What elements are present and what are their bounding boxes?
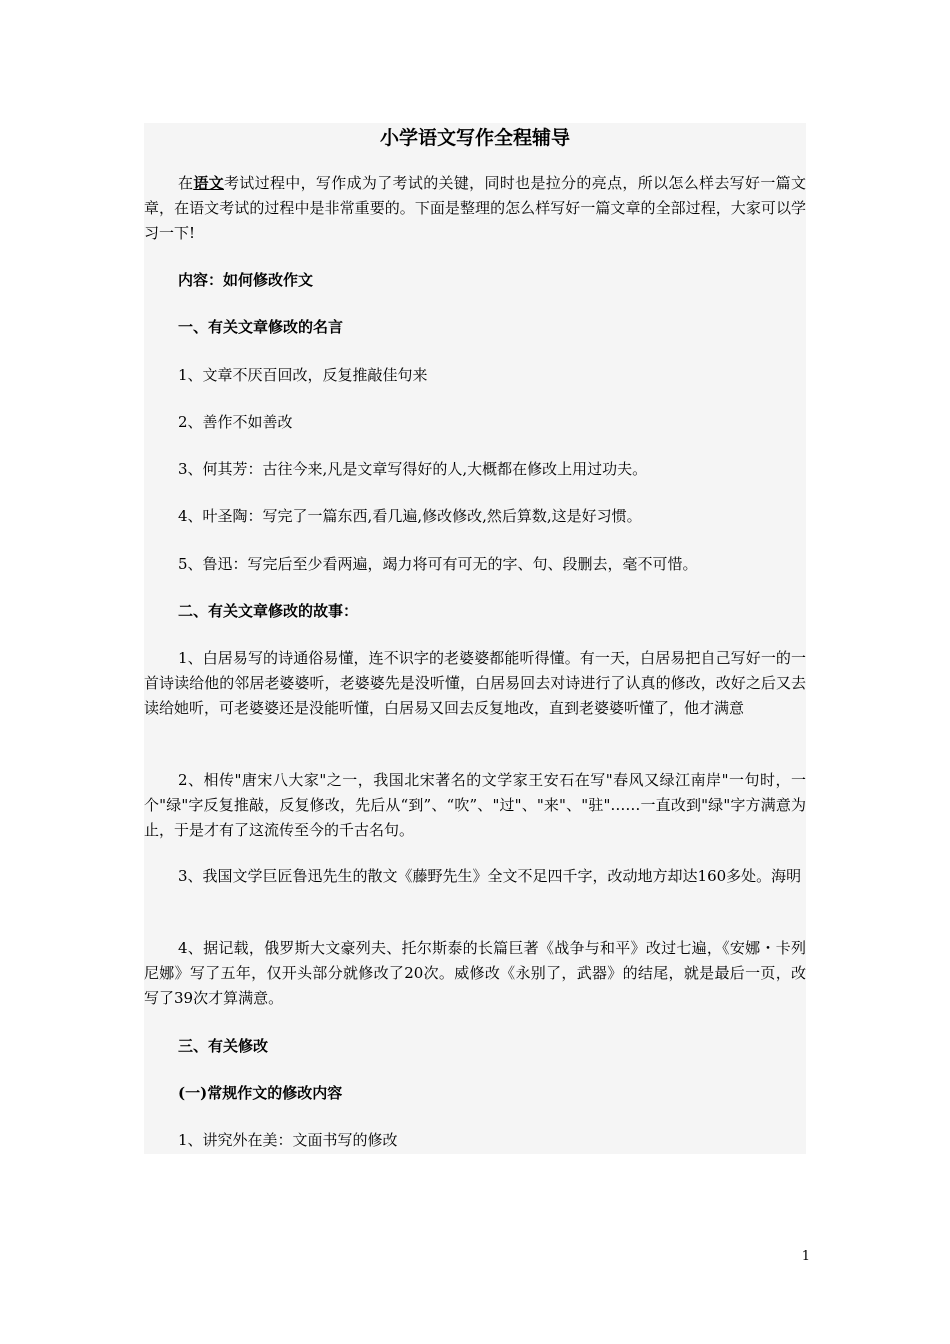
section2-heading: 二、有关文章修改的故事： xyxy=(178,602,359,620)
quote-item: 1、文章不厌百回改，反复推敲佳句来 xyxy=(178,366,428,384)
intro-paragraph xyxy=(144,171,806,246)
quote-item: 4、叶圣陶：写完了一篇东西,看几遍,修改修改,然后算数,这是好习惯。 xyxy=(178,507,642,525)
intro-prefix: 在 xyxy=(178,174,194,192)
story-paragraph: 2、相传"唐宋八大家"之一，我国北宋著名的文学家王安石在写"春风又绿江南岸"一句时，一个"绿"字反复推敲，反复修改，先后从“到”、“吹”、"过"、"来"、"驻"……一直改到"绿"字方满意为止，于是才有了这流传至今的千古名句。 xyxy=(144,771,806,839)
content-label: 内容：如何修改作文 xyxy=(178,271,314,289)
story-paragraph: 3、我国文学巨匠鲁迅先生的散文《藤野先生》全文不足四千字，改动地方却达160多处。海明 xyxy=(178,867,802,885)
section3-subheading: (一)常规作文的修改内容 xyxy=(178,1084,343,1102)
quote-item: 2、善作不如善改 xyxy=(178,413,293,431)
page-number: 1 xyxy=(801,1249,810,1264)
quote-item: 5、鲁迅：写完后至少看两遍，竭力将可有可无的字、句、段删去，毫不可惜。 xyxy=(178,555,698,573)
intro-text: 考试过程中，写作成为了考试的关键，同时也是拉分的亮点，所以怎么样去写好一篇文章，在语文考试的过程中是非常重要的。下面是整理的怎么样写好一篇文章的全部过程，大家可以学习一下! xyxy=(144,174,806,242)
document-body xyxy=(144,123,806,1154)
story-paragraph: 1、白居易写的诗通俗易懂，连不识字的老婆婆都能听得懂。有一天，白居易把自己写好一的一首诗读给他的邻居老婆婆听，老婆婆先是没听懂，白居易回去对诗进行了认真的修改，改好之后又去读给她听，可老婆婆还是没能听懂，白居易又回去反复地改，直到老婆婆听懂了，他才满意 xyxy=(144,649,806,717)
story-paragraph: 4、据记载，俄罗斯大文豪列夫、托尔斯泰的长篇巨著《战争与和平》改过七遍，《安娜・卡列尼娜》写了五年，仅开头部分就修改了20次。威修改《永别了，武器》的结尾，就是最后一页，改写了39次才算满意。 xyxy=(144,939,806,1007)
quote-item: 3、何其芳：古往今来,凡是文章写得好的人,大概都在修改上用过功夫。 xyxy=(178,460,648,478)
section3-heading: 三、有关修改 xyxy=(178,1037,269,1055)
document-title: 小学语文写作全程辅导 xyxy=(379,127,570,149)
yuwen-link[interactable]: 语文 xyxy=(193,174,224,192)
section1-heading: 一、有关文章修改的名言 xyxy=(178,318,344,336)
revision-item: 1、讲究外在美：文面书写的修改 xyxy=(178,1131,398,1149)
